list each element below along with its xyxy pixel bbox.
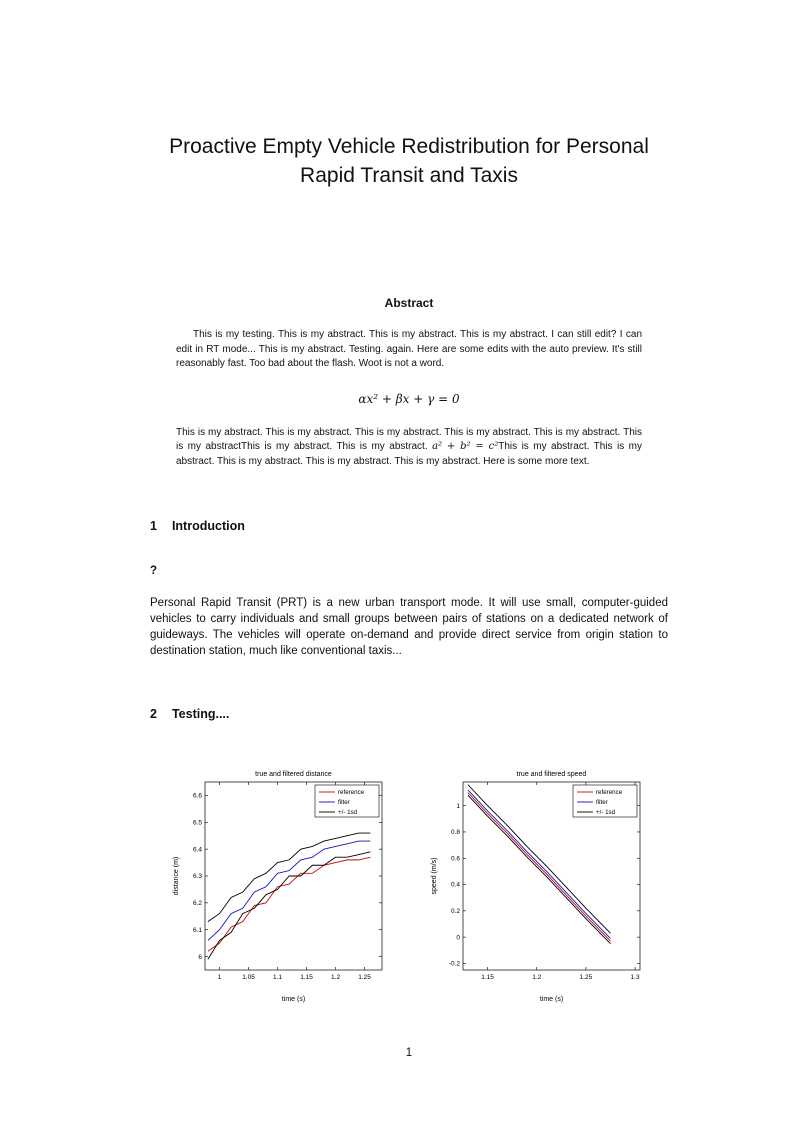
svg-text:filter: filter	[338, 799, 350, 807]
abstract-paragraph-2-text-before: This is my abstract. This is my abstract. This is my abstract. This is my abstract. This is my abstract. This is my abstractThis is my abstract. This is my abstract.	[176, 426, 642, 452]
svg-text:1: 1	[217, 974, 222, 981]
abstract-heading: Abstract	[384, 296, 434, 310]
svg-text:1.15: 1.15	[300, 974, 313, 981]
abstract-paragraph-2-text-after: This is my abstract. This is my abstract. This is my abstract. This is my abstract. This is my abstract. Here is some more text.	[176, 441, 643, 467]
section-2-heading	[150, 707, 668, 721]
svg-text:true and filtered distance: true and filtered distance	[255, 771, 332, 778]
svg-text:1.05: 1.05	[242, 974, 255, 981]
abstract-paragraph-1: This is my testing. This is my abstract. This is my abstract. This is my abstract. I can still edit? I can edit in RT mode... This is my abstract. Testing. again. Here are some edits with the auto preview. It's still reasonably fast. Too bad about the flash. Woot is not a word.	[176, 329, 642, 369]
svg-text:6: 6	[198, 953, 202, 961]
speed-chart-figure	[427, 765, 649, 1005]
paper-title	[150, 132, 668, 190]
section-2-title: Testing....	[171, 707, 230, 721]
svg-text:6.1: 6.1	[192, 926, 202, 934]
abstract-section	[176, 296, 642, 469]
figures-row	[150, 765, 668, 1005]
svg-text:+/- 1sd: +/- 1sd	[338, 809, 358, 817]
display-equation: αx² + βx + γ = 0	[358, 391, 460, 406]
svg-text:6.3: 6.3	[192, 873, 202, 881]
svg-text:reference: reference	[596, 789, 623, 797]
svg-text:1.2: 1.2	[532, 974, 542, 981]
inline-equation: a² + b² = c²	[432, 441, 499, 452]
question-paragraph: ?	[150, 565, 158, 577]
svg-text:reference: reference	[338, 789, 365, 797]
svg-text:distance (m): distance (m)	[173, 856, 180, 896]
chart-svg	[169, 765, 391, 1005]
section-2-number: 2	[150, 707, 157, 721]
svg-text:filter: filter	[596, 799, 608, 807]
svg-text:1: 1	[456, 802, 460, 810]
svg-text:-0.2: -0.2	[448, 960, 460, 968]
section-1-heading	[150, 519, 668, 533]
svg-text:1.3: 1.3	[630, 974, 640, 981]
title-line-2: Rapid Transit and Taxis	[300, 164, 518, 187]
introduction-paragraph: Personal Rapid Transit (PRT) is a new urban transport mode. It will use small, computer-guided vehicles to carry individuals and small groups between pairs of stations on a dedicated network of guideways. The vehicles will operate on-demand and provide direct service from origin station to destination station, much like conventional taxis...	[150, 597, 668, 657]
svg-text:true and filtered speed: true and filtered speed	[516, 771, 587, 778]
title-line-1: Proactive Empty Vehicle Redistribution for Personal	[169, 135, 649, 158]
svg-text:0.6: 0.6	[450, 855, 460, 863]
svg-text:0.8: 0.8	[450, 829, 460, 837]
svg-text:0.4: 0.4	[450, 881, 460, 889]
svg-text:time (s): time (s)	[539, 996, 564, 1003]
svg-text:6.5: 6.5	[192, 819, 202, 827]
section-1-title: Introduction	[171, 519, 245, 533]
svg-text:1.15: 1.15	[481, 974, 494, 981]
svg-text:0.2: 0.2	[450, 908, 460, 916]
svg-text:+/- 1sd: +/- 1sd	[596, 809, 616, 817]
svg-text:1.1: 1.1	[273, 974, 283, 981]
chart-svg	[427, 765, 649, 1005]
svg-text:time (s): time (s)	[281, 996, 306, 1003]
svg-text:1.25: 1.25	[579, 974, 593, 981]
svg-text:6.6: 6.6	[192, 792, 202, 800]
svg-text:1.25: 1.25	[358, 974, 371, 981]
svg-text:0: 0	[456, 934, 460, 942]
svg-text:speed (m/s): speed (m/s)	[431, 857, 438, 895]
svg-text:6.4: 6.4	[192, 846, 202, 854]
section-1-number: 1	[150, 519, 157, 533]
distance-chart-figure	[169, 765, 391, 1005]
abstract-paragraph-2	[176, 426, 642, 470]
svg-text:1.2: 1.2	[331, 974, 341, 981]
svg-text:6.2: 6.2	[192, 900, 202, 908]
page-number: 1	[405, 1047, 413, 1059]
